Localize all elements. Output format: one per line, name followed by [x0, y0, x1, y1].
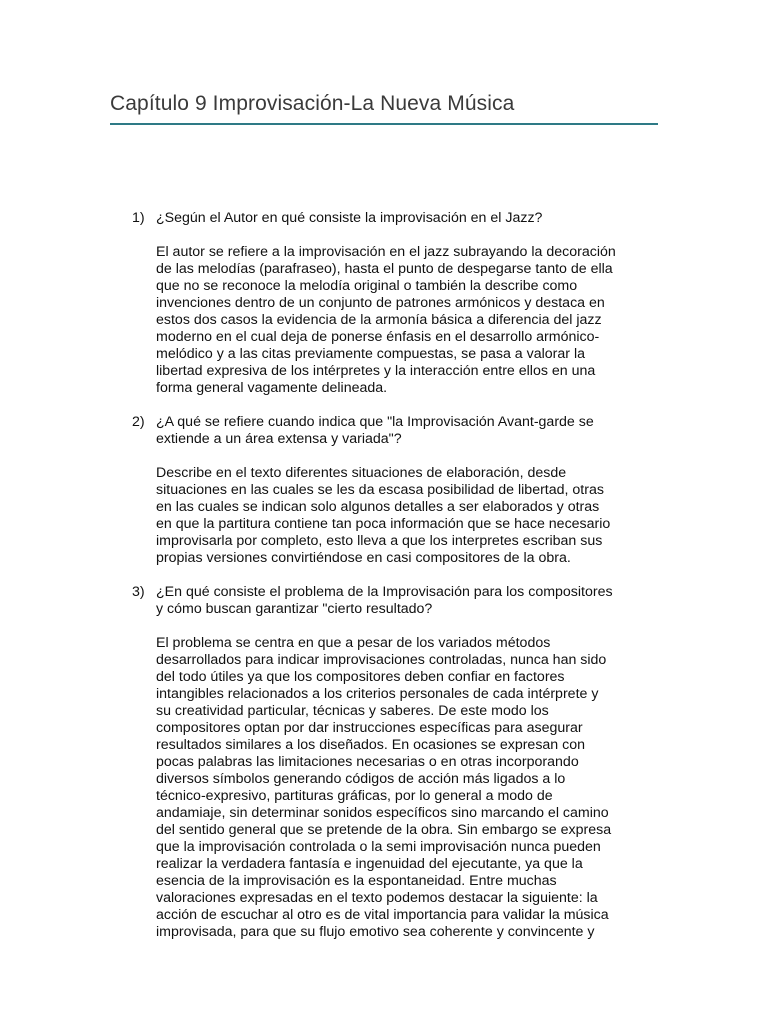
question-item-2 [132, 414, 662, 567]
question-number: 2) [132, 414, 145, 430]
question-body [156, 210, 662, 397]
answer-text: El autor se refiere a la improvisación en el jazz subrayando la decoración de las melodías (parafraseo), hasta el punto de despegarse tanto de ella que no se reconoce la melodía original o también la describe como invenciones dentro de un conjunto de patrones armónicos y destaca en estos dos casos la evidencia de la armonía básica a diferencia del jazz moderno en el cual deja de ponerse énfasis en el desarrollo armónico- melódico y a las citas previamente compuestas, se pasa a valorar la libertad expresiva de los intérpretes y la interacción entre ellos en una forma general vagamente delineada. [156, 244, 616, 396]
question-text: ¿A qué se refiere cuando indica que "la Improvisación Avant-garde se extiende a un área extensa y variada"? [156, 414, 594, 447]
question-list [132, 210, 662, 958]
question-body [156, 584, 662, 941]
question-number: 3) [132, 584, 145, 600]
answer-text: El problema se centra en que a pesar de los variados métodos desarrollados para indicar improvisaciones controladas, nunca han sido del todo útiles ya que los compositores deben confiar en factores intangibles relacionados a los criterios personales de cada intérprete y su creatividad particular, técnicas y saberes. De este modo los compositores optan por dar instrucciones específicas para asegurar resultados similares a los diseñados. En ocasiones se expresan con pocas palabras las limitaciones necesarias o en otras incorporando diversos símbolos generando códigos de acción más ligados a lo técnico-expresivo, partituras gráficas, por lo general a modo de andamiaje, sin determinar sonidos específicos sino marcando el camino del sentido general que se pretende de la obra. Sin embargo se expresa que la improvisación controlada o la semi improvisación nunca pueden realizar la verdadera fantasía e ingenuidad del ejecutante, ya que la esencia de la improvisación es la espontaneidad. Entre muchas valoraciones expresadas en el texto podemos destacar la siguiente: la acción de escuchar al otro es de vital importancia para validar la música improvisada, para que su flujo emotivo sea coherente y convincente y [156, 635, 612, 940]
chapter-title: Capítulo 9 Improvisación-La Nueva Música [110, 92, 515, 115]
question-text: ¿Según el Autor en qué consiste la improvisación en el Jazz? [156, 210, 543, 226]
question-text: ¿En qué consiste el problema de la Improvisación para los compositores y cómo buscan garantizar "cierto resultado? [156, 584, 613, 617]
question-body [156, 414, 662, 567]
answer-text: Describe en el texto diferentes situaciones de elaboración, desde situaciones en las cuales se les da escasa posibilidad de libertad, otras en las cuales se indican solo algunos detalles a ser elaborados y otras en que la partitura contiene tan poca información que se hace necesario improvisarla por completo, esto lleva a que los interpretes escriban sus propias versiones convirtiéndose en casi compositores de la obra. [156, 465, 611, 566]
question-number: 1) [132, 210, 145, 226]
question-item-3 [132, 584, 662, 941]
question-item-1 [132, 210, 662, 397]
title-divider [110, 123, 658, 125]
